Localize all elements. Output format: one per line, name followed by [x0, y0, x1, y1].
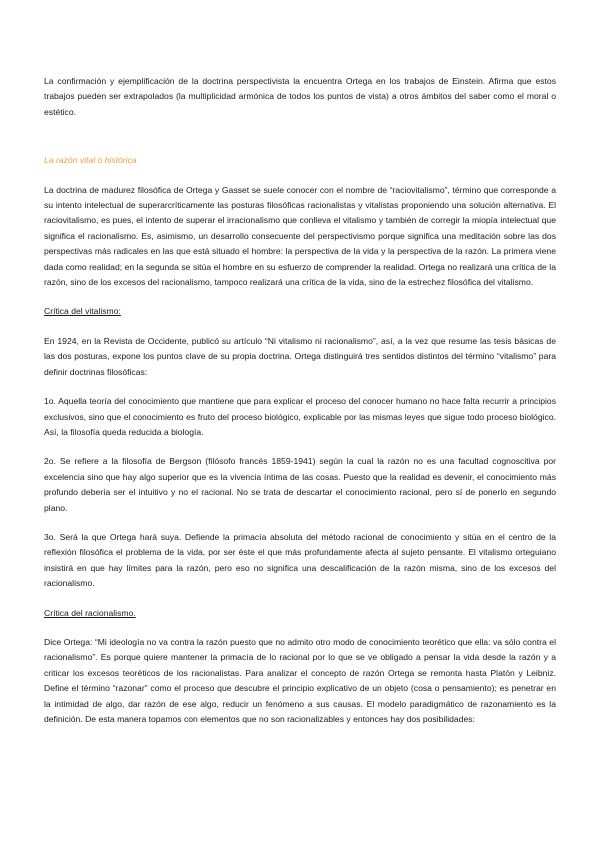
- vitalism-intro-paragraph: En 1924, en la Revista de Occidente, publicó su artículo “Ni vitalismo ni racionalismo”, así, a la vez que resume las tesis básicas de las dos posturas, expone los puntos clave de su propia doctrina. Ortega distinguirá tres sentidos distintos del término “vitalismo” para definir doctrinas filosóficas:: [44, 335, 556, 377]
- intro-paragraph: La confirmación y ejemplificación de la doctrina perspectivista la encuentra Ortega en los trabajos de Einstein. Afirma que estos trabajos pueden ser extrapolados (la multiplicidad armónica de todos los puntos de vista) a otros ámbitos del saber como el moral o estético.: [44, 76, 556, 117]
- section-title-razon-vital: La razón vital o histórica: [44, 155, 137, 166]
- rationalism-paragraph: Dice Ortega: “Mi ideología no va contra la razón puesto que no admito otro modo de conocimiento teorético que ella: va sólo contra el racionalismo”. Es porque quiere mantener la primacía de lo racional por lo que se ve obligado a pensar la vida desde la razón y a criticar los excesos teoréticos de los racionalistas. Para analizar el concepto de razón Ortega se remonta hasta Platón y Leibniz. Define el término “razonar” como el proceso que descubre el principio explicativo de un objeto (cosa o pensamiento); es penetrar en la intimidad de algo, dar razón de ese algo, reducir un fenómeno a sus causas. El modelo paradigmático de razonamiento es la definición. De esta manera topamos con elementos que no son racionalizables y entonces hay dos posibilidades:: [44, 636, 556, 724]
- vitalism-critique-title: Crítica del vitalismo:: [44, 306, 121, 317]
- rationalism-critique-title: Crítica del racionalismo.: [44, 607, 136, 618]
- vitalism-sense-3: 3o. Será la que Ortega hará suya. Defiende la primacía absoluta del método racional de conocimiento y sitúa en el centro de la reflexión filosófica el problema de la vida, por ser éste el que más profundamente afecta al sujeto pensante. El vitalismo orteguiano insistirá en que hay límites para la razón, pero eso no significa una descalificación de la razón misma, sino de los excesos del racionalismo.: [44, 531, 556, 589]
- raciovitalismo-paragraph: La doctrina de madurez filosófica de Ortega y Gasset se suele conocer con el nombre de “raciovitalismo”, término que corresponde a su intento intelectual de superarcríticamente las posturas filosóficas racionalistas y vitalistas proponiendo una solución alternativa. El raciovitalismo, es pues, el intento de superar el irracionalismo que conlleva el vitalismo y también de corregir la miopía intelectual que significa el racionalismo. Es, asimismo, un desarrollo consecuente del perspectivismo porque significa una meditación sobre las dos perspectivas más radicales en las que está situado el hombre: la perspectiva de la vida y la perspectiva de la razón. La primera viene dada como realidad; en la segunda se sitúa el hombre en su esfuerzo de comprender la realidad. Ortega no realizará una crítica de la razón, sino de los excesos del racionalismo, tampoco realizará una crítica de la vida, sino de la estrechez filosófica del vitalismo.: [44, 184, 556, 288]
- vitalism-sense-1: 1o. Aquella teoría del conocimiento que mantiene que para explicar el proceso del conocer humano no hace falta recurrir a principios exclusivos, sino que el conocimiento es fruto del proceso biológico, explicable por las mismas leyes que sigue todo proceso biológico. Así, la filosofía queda reducida a biología.: [44, 396, 556, 437]
- vitalism-sense-2: 2o. Se refiere a la filosofía de Bergson (filósofo francés 1859-1941) según la cual la razón no es una facultad cognoscitiva por excelencia sino que hay algo superior que es la vivencia íntima de las cosas. Puesto que la realidad es devenir, el conocimiento más profundo debería ser el intuitivo y no el racional. No se trata de descartar el conocimiento racional, pero sí de ponerlo en segundo plano.: [44, 456, 556, 513]
